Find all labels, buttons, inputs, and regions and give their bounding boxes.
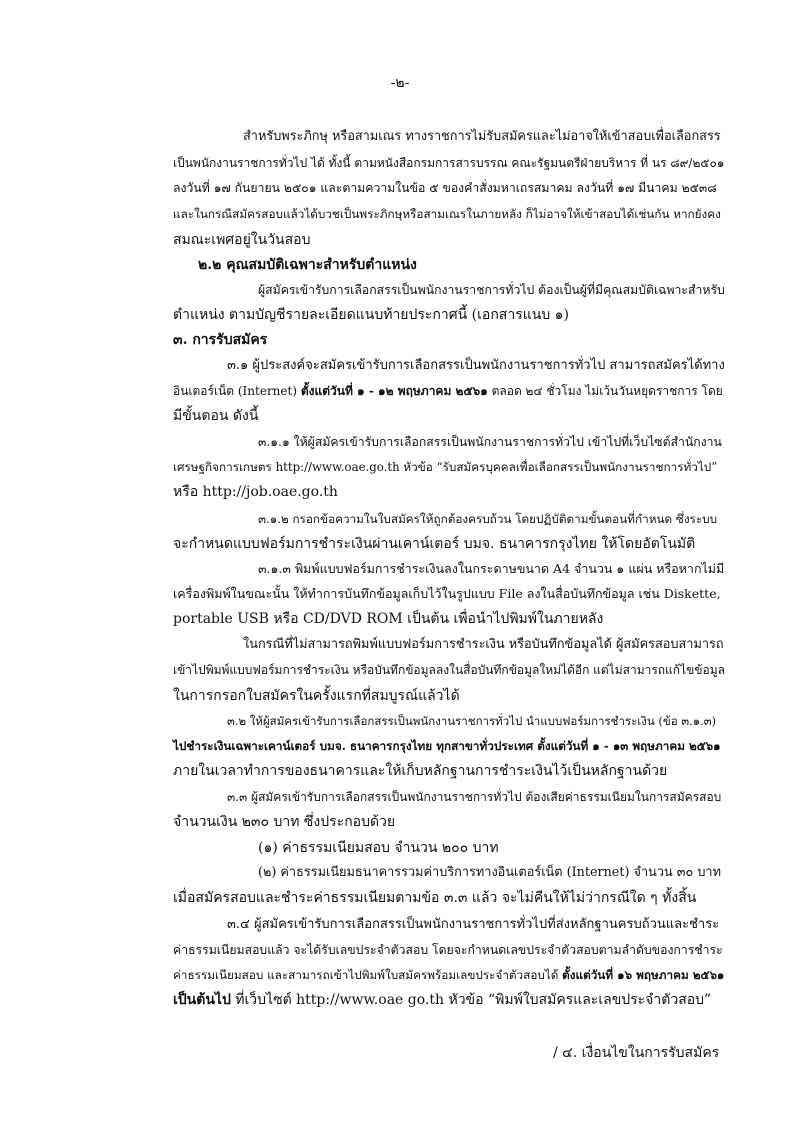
text-line [173, 660, 726, 680]
text-run: ๓.๔ ผู้สมัครเข้ารับการเลือกสรรเป็นพนักงานราชการทั่วไปที่ส่งหลักฐานครบถ้วนและชำระ [227, 917, 720, 932]
text-run-bold: ตั้งแต่วันที่ ๑๖ พฤษภาคม ๒๕๖๑ [562, 968, 725, 982]
text-run: ๓. การรับสมัคร [173, 332, 268, 348]
text-line [243, 127, 726, 147]
text-run-bold: ตั้งแต่วันที่ ๑ - ๑๒ พฤษภาคม ๒๕๖๑ [300, 384, 488, 398]
text-run: จำนวนเงิน ๒๓๐ บาท ซึ่งประกอบด้วย [173, 814, 396, 830]
text-run: ๓.๑ ผู้ประสงค์จะสมัครเข้ารับการเลือกสรรเป็นพนักงานราชการทั่วไป สามารถสมัครได้ทาง [227, 358, 725, 373]
text-run: ค่าธรรมเนียมสอบแล้ว จะได้รับเลขประจำตัวสอบ โดยจะกำหนดเลขประจำตัวสอบตามลำดับของการชำระ [173, 943, 723, 957]
text-run: ภายในเวลาทำการของธนาคารและให้เก็บหลักฐานการชำระเงินไว้เป็นหลักฐานด้วย [173, 763, 668, 779]
text-line [243, 635, 726, 655]
text-line [173, 457, 726, 477]
text-run: / ๔. เงื่อนไขในการรับสมัคร [553, 1045, 720, 1061]
text-line [173, 305, 569, 325]
text-run: สมณะเพศอยู่ในวันสอบ [173, 232, 311, 248]
text-line [173, 761, 667, 781]
text-run: เมื่อสมัครสอบและชำระค่าธรรมเนียมตามข้อ ๓.๓ แล้ว จะไม่คืนให้ไม่ว่ากรณีใด ๆ ทั้งสิ้น [173, 890, 697, 906]
text-line [258, 432, 726, 452]
text-line [173, 609, 603, 629]
text-line [173, 204, 726, 224]
text-line [173, 381, 726, 401]
text-run: มีขั้นตอน ดังนี้ [173, 408, 259, 424]
text-line [173, 406, 258, 426]
text-run: ๓.๑.๓ พิมพ์แบบฟอร์มการชำระเงินลงในกระดาษขนาด A4 จำนวน ๑ แผ่น หรือหากไม่มี [258, 561, 725, 576]
text-line [227, 915, 726, 935]
text-run: ในกรณีที่ไม่สามารถพิมพ์แบบฟอร์มการชำระเงิน หรือบันทึกข้อมูลได้ ผู้สมัครสอบสามารถ [243, 637, 724, 652]
text-run: เครื่องพิมพ์ในขณะนั้น ให้ทำการบันทึกข้อมูลเก็บไว้ในรูปแบบ File ลงในสื่อบันทึกข้อมูล เช่น Diskette, [173, 586, 721, 601]
text-run: ตลอด ๒๔ ชั่วโมง ไม่เว้นวันหยุดราชการ โดย [487, 384, 723, 398]
text-run-bold: ไปชำระเงินเฉพาะเคาน์เตอร์ บมจ. ธนาคารกรุงไทย ทุกสาขาทั่วประเทศ ตั้งแต่วันที่ ๑ - ๑๓ พฤษภาคม ๒๕๖๑ [173, 739, 721, 753]
text-line [173, 990, 726, 1010]
text-run: จะกำหนดแบบฟอร์มการชำระเงินผ่านเคาน์เตอร์ บมจ. ธนาคารกรุงไทย ให้โดยอัตโนมัติ [173, 536, 696, 552]
text-run: เข้าไปพิมพ์แบบฟอร์มการชำระเงิน หรือบันทึกข้อมูลลงในสื่อบันทึกข้อมูลใหม่ได้อีก แต่ไม่สามารถแก้ไขข้อมูล [173, 663, 725, 677]
text-run: portable USB หรือ CD/DVD ROM เป็นต้น เพื่อนำไปพิมพ์ในภายหลัง [173, 611, 604, 627]
text-line [173, 686, 460, 706]
text-run: สำหรับพระภิกษุ หรือสามเณร ทางราชการไม่รับสมัครและไม่อาจให้เข้าสอบเพื่อเลือกสรร [243, 129, 721, 144]
text-run: ในการกรอกใบสมัครในครั้งแรกที่สมบูรณ์แล้วได้ [173, 688, 460, 704]
text-run: (๑) ค่าธรรมเนียมสอบ จำนวน ๒๐๐ บาท [258, 840, 499, 856]
text-run: ๓.๒ ให้ผู้สมัครเข้ารับการเลือกสรรเป็นพนักงานราชการทั่วไป นำแบบฟอร์มการชำระเงิน (ข้อ ๓.๑.๓) [227, 714, 717, 728]
text-line [258, 838, 499, 858]
text-line [173, 888, 696, 908]
text-run: เป็นพนักงานราชการทั่วไป ได้ ทั้งนี้ ตามหนังสือกรมการสารบรรณ คณะรัฐมนตรีฝ่ายบริหาร ที่ นร ๘๙/๒๕๐๑ [173, 156, 725, 170]
text-run: และในกรณีสมัครสอบแล้วได้บวชเป็นพระภิกษุหรือสามเณรในภายหลัง ก็ไม่อาจให้เข้าสอบได้เช่นกัน หากยังคง [173, 207, 721, 221]
text-line [173, 736, 726, 756]
text-line [173, 482, 338, 502]
text-line [258, 863, 726, 883]
text-line [173, 178, 726, 198]
continuation-note [553, 1043, 726, 1063]
text-line [173, 940, 726, 960]
text-run: ๒.๒ คุณสมบัติเฉพาะสำหรับตำแหน่ง [198, 257, 417, 273]
text-run: ผู้สมัครเข้ารับการเลือกสรรเป็นพนักงานราชการทั่วไป ต้องเป็นผู้ที่มีคุณสมบัติเฉพาะสำหรับ [258, 283, 725, 297]
text-run: ที่เว็บไซต์ http://www.oae go.th หัวข้อ “พิมพ์ใบสมัครและเลขประจำตัวสอบ” [230, 992, 712, 1008]
text-run-bold: เป็นต้นไป [173, 992, 231, 1008]
text-line [173, 812, 395, 832]
text-line [173, 584, 726, 604]
text-line [258, 559, 726, 579]
text-run: ตำแหน่ง ตามบัญชีรายละเอียดแนบท้ายประกาศนี้ (เอกสารแนบ ๑) [173, 307, 570, 323]
page-number: -๒- [390, 75, 410, 91]
text-run: หรือ http://job.oae.go.th [173, 484, 338, 500]
text-run: อินเตอร์เน็ต (Internet) [173, 384, 301, 398]
section-heading [173, 330, 267, 350]
section-heading [198, 255, 417, 275]
text-run: ๓.๓ ผู้สมัครเข้ารับการเลือกสรรเป็นพนักงานราชการทั่วไป ต้องเสียค่าธรรมเนียมในการสมัครสอบ [227, 790, 722, 804]
text-run: เศรษฐกิจการเกษตร http://www.oae.go.th หัวข้อ “รับสมัครบุคคลเพื่อเลือกสรรเป็นพนักงานราชการทั่วไป” [173, 460, 718, 474]
text-line [173, 965, 726, 985]
text-line [227, 711, 726, 731]
text-line [258, 509, 726, 529]
text-line [227, 356, 726, 376]
text-run: ๓.๑.๒ กรอกข้อความในใบสมัครให้ถูกต้องครบถ้วน โดยปฏิบัติตามขั้นตอนที่กำหนด ซึ่งระบบ [258, 512, 718, 526]
text-line [173, 153, 726, 173]
text-line [258, 280, 726, 300]
text-line [227, 787, 726, 807]
text-run: ๓.๑.๑ ให้ผู้สมัครเข้ารับการเลือกสรรเป็นพนักงานราชการทั่วไป เข้าไปที่เว็บไซต์สำนักงาน [258, 435, 722, 449]
text-line [173, 230, 310, 250]
text-run: (๒) ค่าธรรมเนียมธนาคารรวมค่าบริการทางอินเตอร์เน็ต (Internet) จำนวน ๓๐ บาท [258, 865, 721, 880]
text-run: ค่าธรรมเนียมสอบ และสามารถเข้าไปพิมพ์ใบสมัครพร้อมเลขประจำตัวสอบได้ [173, 968, 563, 982]
text-line [173, 534, 695, 554]
text-run: ลงวันที่ ๑๗ กันยายน ๒๕๐๑ และตามความในข้อ ๕ ของคำสั่งมหาเถรสมาคม ลงวันที่ ๑๗ มีนาคม ๒๕๓๘ [173, 181, 717, 195]
